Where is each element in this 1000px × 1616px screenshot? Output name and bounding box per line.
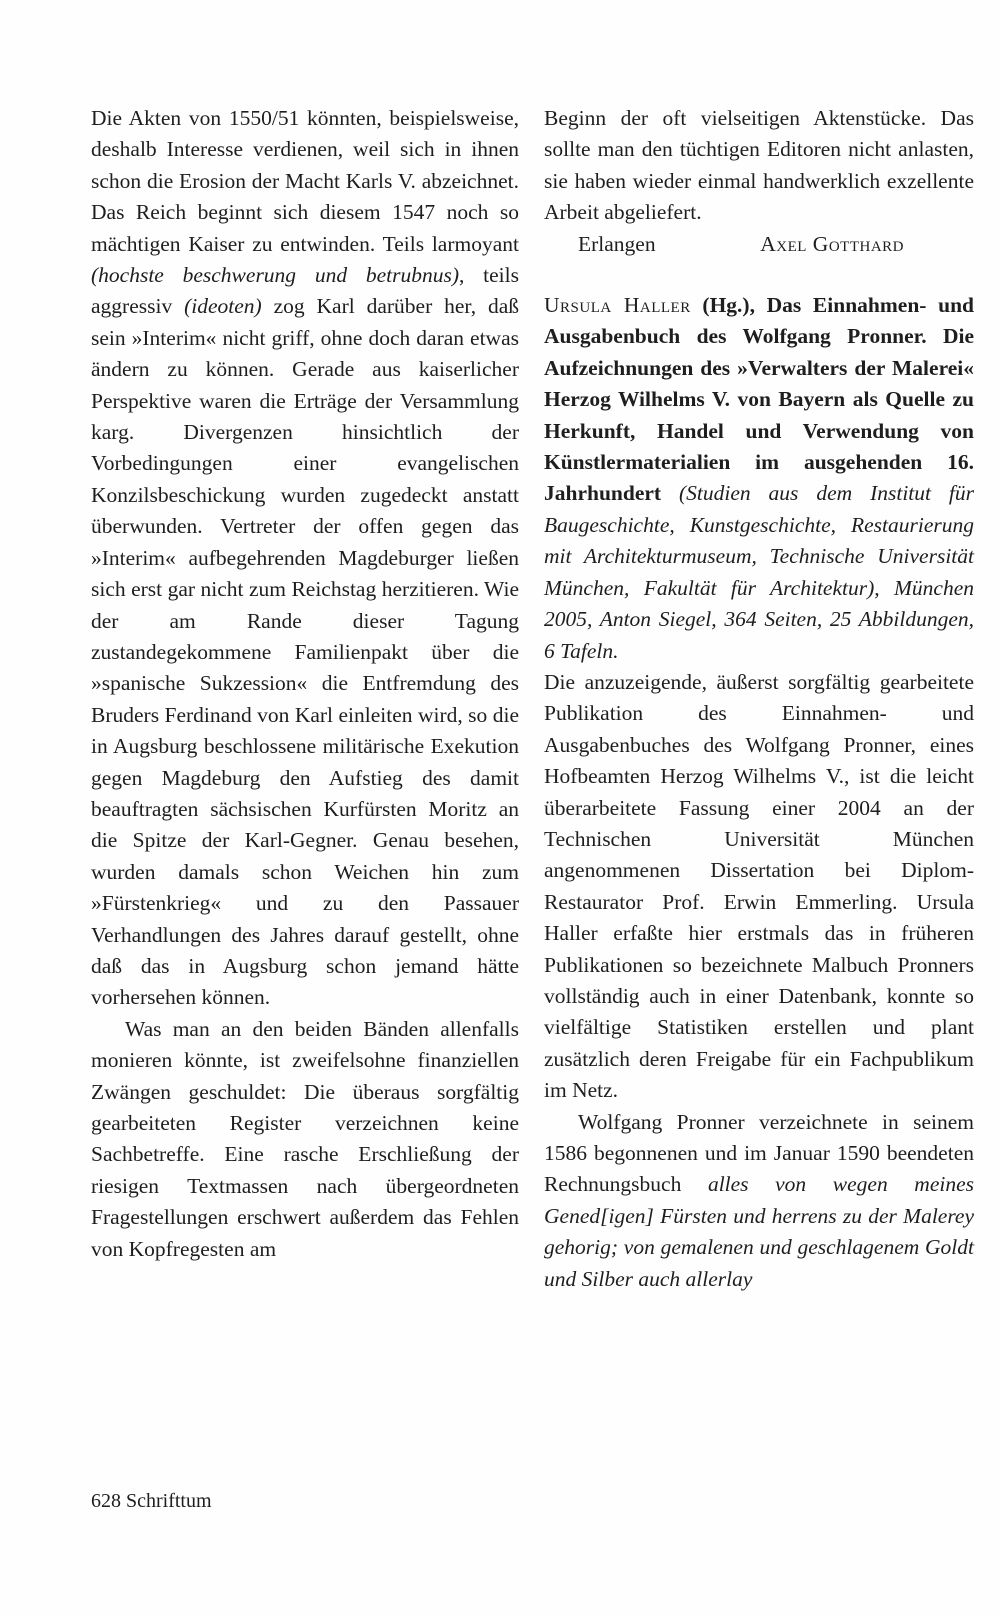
review-series: (Studien aus dem Institut für Baugeschichte, Kunstgeschichte, Restaurierung mit Architekturmuseum, Technische Universität München, Fakultät für Architektur), München 2005, Anton Siegel, 364 Seiten, 25 Abbildungen, 6 Tafeln. [544,481,974,663]
signature-name: Axel Gotthard [760,231,904,256]
signature-place: Erlangen [578,231,656,256]
text-run: zog Karl darüber her, daß sein »Interim« nicht griff, ohne doch daran etwas ändern zu können. Gerade aus kaiserlicher Perspektive waren die Erträge der Versammlung karg. Divergenzen hinsichtlich der Vorbedingungen einer evangelischen Konzilsbeschickung wurden zugedeckt anstatt überwunden. Vertreter der offen gegen das »Interim« aufbegehrenden Magdeburger ließen sich erst gar nicht zum Reichstag herzitieren. Wie der am Rande dieser Tagung zustandegekommene Familienpakt über die »spanische Sukzession« die Entfremdung des Bruders Ferdinand von Karl einleiten wird, so die in Augsburg beschlossene militärische Exekution gegen Magdeburg den Aufstieg des damit beauftragten sächsischen Kurfürsten Moritz an die Spitze der Karl-Gegner. Genau besehen, wurden damals schon Weichen hin zum »Fürstenkrieg« und zu den Passauer Verhandlungen des Jahres darauf gestellt, ohne daß das in Augsburg schon jemand hätte vorhersehen können. [91,294,520,1010]
page-number: 628 [91,1490,121,1512]
paragraph [91,103,519,1014]
page-footer [91,1490,212,1513]
review-heading [544,290,974,667]
section-title: Schrifttum [126,1490,212,1512]
paragraph: Die anzuzeigende, äußerst sorgfältig gearbeitete Publikation des Einnahmen- und Ausgabenbuches des Wolfgang Pronner, eines Hofbeamten Herzog Wilhelms V., ist die leicht überarbeitete Fassung einer 2004 an der Technischen Universität München angenommenen Dissertation bei Diplom-Restaurator Prof. Erwin Emmerling. Ursula Haller erfaßte hier erstmals das in früheren Publikationen so bezeichnete Malbuch Pronners vollständig auch in einer Datenbank, konnte so vielfältige Statistiken erstellen und plant zusätzlich deren Freigabe für ein Fachpublikum im Netz. [544,669,974,1103]
text-run: Wolfgang Pronner verzeichnete in seinem 1586 begonnenen und im Januar 1590 beendeten Rechnungsbuch [544,1109,974,1197]
quote: alles von wegen meines Gened[igen] Fürsten und herrens zu der Malerey gehorig; von gemalenen und geschlagenem Goldt und Silber auch allerlay [544,1172,974,1291]
paragraph: Beginn der oft vielseitigen Aktenstücke. Das sollte man den tüchtigen Editoren nicht anlasten, sie haben wieder einmal handwerklich exzellente Arbeit abgeliefert. [544,106,974,225]
text-run: Die Akten von 1550/51 könnten, beispielsweise, deshalb Interesse verdienen, weil sich in ihnen schon die Erosion der Macht Karls V. abzeichnet. Das Reich beginnt sich diesem 1547 noch so mächtigen Kaiser zu entwinden. Teils larmoyant [91,106,519,256]
quote: (hochste beschwerung und betrubnus) [91,263,460,288]
review-author: Ursula Haller [544,293,691,318]
right-column [544,103,974,1295]
text-run: , teils aggressiv [91,263,519,319]
left-column [91,103,519,1265]
review-title: (Hg.), Das Einnahmen- und Ausgabenbuch des Wolfgang Pronner. Die Aufzeichnungen des »Verwalters der Malerei« Herzog Wilhelms V. von Bayern als Quelle zu Herkunft, Handel und Verwendung von Künstlermaterialien im ausgehenden 16. Jahrhundert [544,293,974,506]
review-signature [544,229,974,260]
quote: (ideoten) [184,294,262,319]
paragraph [544,1107,974,1295]
paragraph: Was man an den beiden Bänden allenfalls monieren könnte, ist zweifelsohne finanziellen Zwängen geschuldet: Die überaus sorgfältig gearbeiteten Register verzeichnen keine Sachbetreffe. Eine rasche Erschließung der riesigen Textmassen nach übergeordneten Fragestellungen erschwert außerdem das Fehlen von Kopfregesten am [91,1016,519,1261]
